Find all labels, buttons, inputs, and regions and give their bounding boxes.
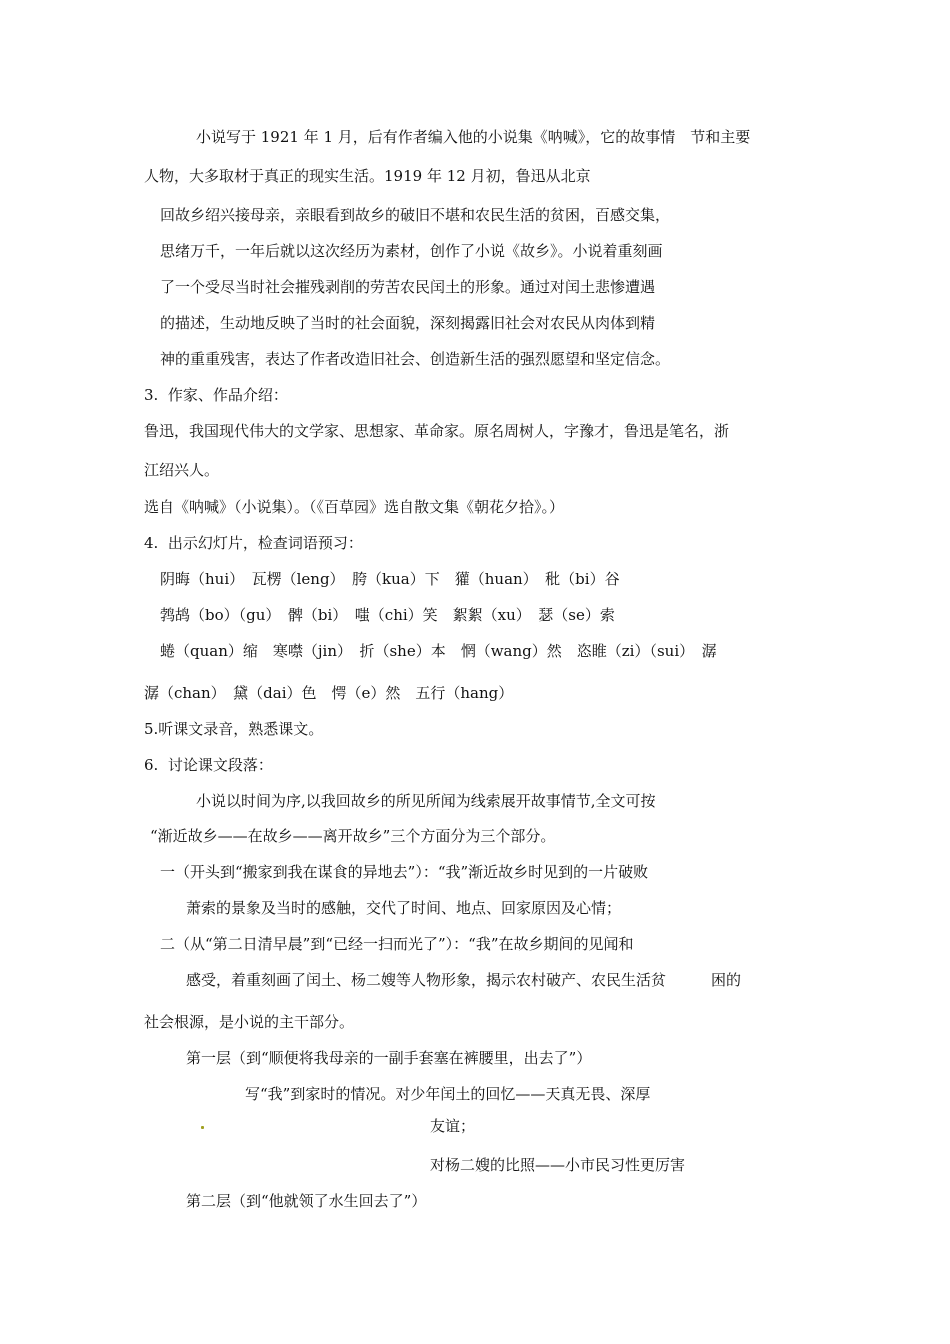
intro-line-4: 思绪万千，一年后就以这次经历为素材，创作了小说《故乡》。小说着重刻画	[160, 242, 663, 260]
section6-line-3: 一（开头到“搬家到我在谋食的异地去”）：“我”渐近故乡时见到的一片破败	[160, 863, 649, 881]
section3-heading: 3. 作家、作品介绍：	[144, 386, 288, 404]
section6-line-4: 萧索的景象及当时的感触，交代了时间、地点、回家原因及心情；	[186, 899, 622, 917]
layer2-heading: 第二层（到“他就领了水生回去了”）	[186, 1192, 427, 1210]
section6-line-1: 小说以时间为序,以我回故乡的所见所闻为线索展开故事情节,全文可按	[196, 792, 656, 810]
intro-line-1: 小说写于 1921 年 1 月，后有作者编入他的小说集《呐喊》，它的故事情 节和主要	[196, 128, 751, 146]
section4-heading: 4. 出示幻灯片，检查词语预习：	[144, 534, 363, 552]
vocab-line-3: 蜷（quan）缩 寒噤（jin） 折（she）本 惘（wang）然 恣睢（zi）（sui） 潺	[160, 642, 717, 660]
layer1-line-3: 对杨二嫂的比照——小市民习性更厉害	[430, 1156, 686, 1174]
layer1-heading: 第一层（到“顺便将我母亲的一副手套塞在裤腰里，出去了”）	[186, 1049, 592, 1067]
section3-line-1: 鲁迅，我国现代伟大的文学家、思想家、革命家。原名周树人，字豫才，鲁迅是笔名，浙	[144, 422, 730, 440]
vocab-line-2: 鹁鸪（bo）（gu） 髀（bi） 嗤（chi）笑 絮絮（xu） 瑟（se）索	[160, 606, 615, 624]
section5-heading: 5.听课文录音，熟悉课文。	[144, 720, 324, 738]
vocab-line-4: 潺（chan） 黛（dai）色 愕（e）然 五行（hang）	[144, 684, 514, 702]
vocab-line-1: 阴晦（hui） 瓦楞（leng） 胯（kua）下 獾（huan） 秕（bi）谷	[160, 570, 620, 588]
section6-heading: 6. 讨论课文段落：	[144, 756, 273, 774]
section6-line-7: 社会根源，是小说的主干部分。	[144, 1013, 355, 1031]
intro-line-2: 人物，大多取材于真正的现实生活。1919 年 12 月初，鲁迅从北京	[144, 167, 591, 185]
layer1-line-1: 写“我”到家时的情况。对少年闰土的回忆——天真无畏、深厚	[245, 1085, 651, 1103]
intro-line-3: 回故乡绍兴接母亲，亲眼看到故乡的破旧不堪和农民生活的贫困，百感交集，	[160, 206, 671, 224]
section6-line-5: 二（从“第二日清早晨”到“已经一扫而光了”）：“我”在故乡期间的见闻和	[160, 935, 634, 953]
section3-line-3: 选自《呐喊》（小说集）。（《百草园》选自散文集《朝花夕拾》。）	[144, 498, 565, 516]
section6-line-2: “渐近故乡——在故乡——离开故乡”三个方面分为三个部分。	[150, 827, 556, 845]
section3-line-2: 江绍兴人。	[144, 461, 220, 479]
layer1-line-2: 友谊；	[430, 1117, 476, 1135]
intro-line-5: 了一个受尽当时社会摧残剥削的劳苦农民闰土的形象。通过对闰土悲惨遭遇	[160, 278, 656, 296]
stray-dot	[201, 1126, 204, 1129]
intro-line-7: 神的重重残害，表达了作者改造旧社会、创造新生活的强烈愿望和坚定信念。	[160, 350, 671, 368]
section6-line-6: 感受，着重刻画了闰土、杨二嫂等人物形象，揭示农村破产、农民生活贫 困的	[186, 971, 742, 989]
intro-line-6: 的描述，生动地反映了当时的社会面貌，深刻揭露旧社会对农民从肉体到精	[160, 314, 656, 332]
